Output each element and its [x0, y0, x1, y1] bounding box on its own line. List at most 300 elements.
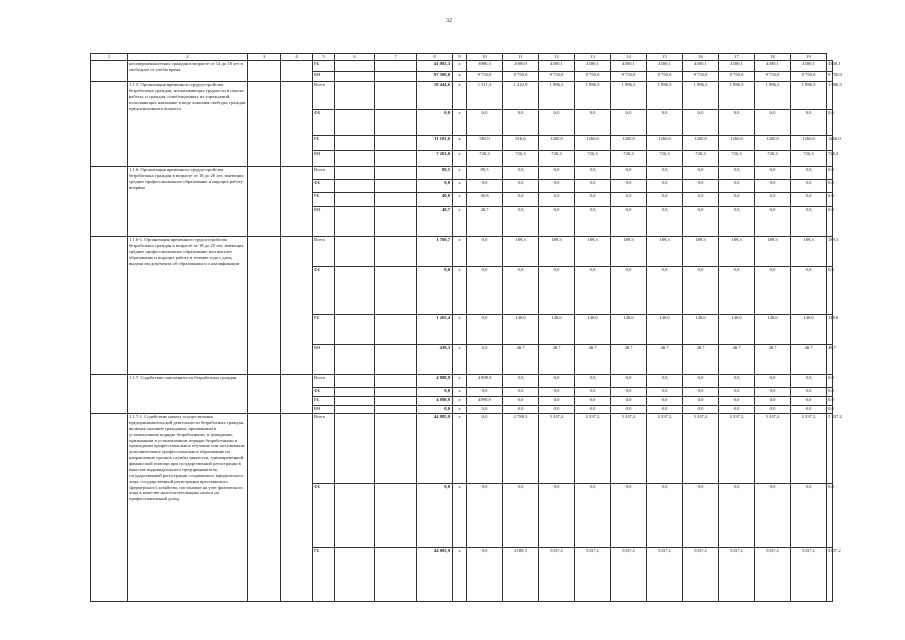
header-cell: 16: [683, 54, 719, 61]
blank-cell: [91, 237, 128, 375]
year-value: 4300,1: [791, 61, 827, 72]
total-value: 1 760,7: [417, 237, 453, 267]
year-value: 516,6: [503, 136, 539, 151]
year-value: 0,0: [791, 388, 827, 397]
funding-source: ВН: [313, 406, 335, 414]
year-value: 726,3: [611, 151, 647, 167]
item-description: 1.1.5. Организация временного трудоустройства безработных граждан, испытывающих трудности в поиске работы, и граждан, освобожденных из учреждений, исполняющих наказание в виде лишения свободы, граждан предпенсионного возраста: [128, 82, 248, 167]
year-value: 0,0: [467, 267, 503, 315]
year-value: 140,6: [647, 315, 683, 345]
blank-cell: [281, 375, 313, 414]
year-value: 0,0: [503, 207, 539, 237]
blank-cell: [248, 167, 281, 237]
blank-cell: [91, 82, 128, 167]
total-value: 0,0: [417, 388, 453, 397]
year-value: 0,0: [647, 388, 683, 397]
year-value: 140,6: [755, 315, 791, 345]
year-value: 9 750,0: [467, 72, 503, 82]
year-value: 0,0: [539, 375, 575, 388]
year-value: 1260,0: [719, 136, 755, 151]
total-value: 4 898,9: [417, 397, 453, 406]
year-value: 0,0: [647, 406, 683, 414]
year-value: 726,3: [575, 151, 611, 167]
year-value: 0,0: [503, 406, 539, 414]
year-value: 5337,2: [827, 548, 833, 602]
year-value: 0,0: [539, 397, 575, 406]
year-value: 5 337,2: [647, 414, 683, 484]
blank-cell: [335, 136, 375, 151]
year-value: 48,7: [647, 345, 683, 375]
mark-cell: x: [453, 406, 467, 414]
funding-source: РБ: [313, 193, 335, 207]
year-value: 4300,1: [827, 61, 833, 72]
year-value: 0,0: [719, 406, 755, 414]
header-cell: 11: [503, 54, 539, 61]
year-value: 0,0: [719, 167, 755, 180]
total-value: 4 898,9: [417, 375, 453, 388]
budget-table: [90, 53, 842, 602]
table-row: [91, 61, 833, 72]
table-row: [91, 237, 833, 267]
blank-cell: [335, 167, 375, 180]
year-value: 0,0: [683, 167, 719, 180]
year-value: 5337,2: [611, 548, 647, 602]
year-value: 5 337,2: [575, 414, 611, 484]
header-row: [91, 54, 833, 61]
page-number: 32: [446, 18, 452, 24]
year-value: 726,3: [791, 151, 827, 167]
blank-cell: [375, 193, 417, 207]
year-value: 0,0: [719, 180, 755, 193]
funding-source: Всего: [313, 414, 335, 484]
mark-cell: x: [453, 180, 467, 193]
blank-cell: [335, 406, 375, 414]
year-value: 5 337,2: [719, 414, 755, 484]
year-value: 0,0: [503, 193, 539, 207]
year-value: 0,0: [611, 180, 647, 193]
year-value: 4300,1: [719, 61, 755, 72]
item-description: 1.1.7. Содействие самозанятости безработных граждан: [128, 375, 248, 414]
year-value: 0,0: [467, 484, 503, 548]
year-value: 0,0: [719, 193, 755, 207]
year-value: 48,7: [467, 207, 503, 237]
blank-cell: [335, 207, 375, 237]
year-value: 140,6: [791, 315, 827, 345]
year-value: 2188,3: [503, 548, 539, 602]
year-value: 9 750,0: [611, 72, 647, 82]
year-value: 189,3: [647, 237, 683, 267]
year-value: 0,0: [719, 375, 755, 388]
funding-source: Всего: [313, 237, 335, 267]
year-value: 0,0: [683, 375, 719, 388]
year-value: 189,3: [719, 237, 755, 267]
year-value: 0,0: [611, 193, 647, 207]
year-value: 5 337,2: [611, 414, 647, 484]
mark-cell: x: [453, 72, 467, 82]
year-value: 1 986,3: [575, 82, 611, 110]
year-value: 0,0: [683, 110, 719, 136]
funding-source: ФБ: [313, 110, 335, 136]
year-value: 5337,2: [719, 548, 755, 602]
year-value: 0,0: [719, 207, 755, 237]
year-value: 0,0: [719, 388, 755, 397]
blank-cell: [335, 72, 375, 82]
year-value: 5 337,2: [683, 414, 719, 484]
year-value: 0,0: [575, 180, 611, 193]
blank-cell: [335, 375, 375, 388]
blank-cell: [248, 82, 281, 167]
year-value: 9 750,0: [503, 72, 539, 82]
year-value: 0,0: [755, 180, 791, 193]
header-cell: 6: [335, 54, 375, 61]
blank-cell: [375, 167, 417, 180]
total-value: 48,7: [417, 207, 453, 237]
funding-source: ВН: [313, 207, 335, 237]
blank-cell: [335, 484, 375, 548]
year-value: 0,0: [539, 207, 575, 237]
year-value: 0,0: [467, 388, 503, 397]
mark-cell: x: [453, 82, 467, 110]
year-value: 2 788,3: [503, 414, 539, 484]
blank-cell: [248, 237, 281, 375]
blank-cell: [375, 414, 417, 484]
year-value: 9 750,0: [647, 72, 683, 82]
year-value: 0,0: [575, 207, 611, 237]
funding-source: ФБ: [313, 484, 335, 548]
year-value: 5337,2: [683, 548, 719, 602]
mark-cell: x: [453, 345, 467, 375]
blank-cell: [248, 61, 281, 82]
year-value: 1 986,3: [755, 82, 791, 110]
year-value: 140,6: [503, 315, 539, 345]
header-cell: 9: [453, 54, 467, 61]
year-value: 3986,3: [467, 61, 503, 72]
total-value: 89,5: [417, 167, 453, 180]
year-value: 4 898,9: [467, 375, 503, 388]
year-value: 4300,1: [539, 61, 575, 72]
year-value: 0,0: [575, 406, 611, 414]
year-value: 4300,1: [683, 61, 719, 72]
year-value: 1260,0: [539, 136, 575, 151]
year-value: 40,8: [467, 193, 503, 207]
funding-source: РБ: [313, 315, 335, 345]
year-value: 0,0: [683, 388, 719, 397]
year-value: 0,0: [647, 207, 683, 237]
year-value: 0,0: [503, 167, 539, 180]
year-value: 1 242,9: [503, 82, 539, 110]
year-value: 726,3: [539, 151, 575, 167]
year-value: 0,0: [539, 267, 575, 315]
blank-cell: [335, 315, 375, 345]
table-row: [91, 167, 833, 180]
blank-cell: [375, 345, 417, 375]
mark-cell: x: [453, 548, 467, 602]
year-value: 189,3: [575, 237, 611, 267]
year-value: 0,0: [755, 375, 791, 388]
year-value: 0,0: [683, 484, 719, 548]
year-value: 0,0: [755, 110, 791, 136]
year-value: 48,7: [719, 345, 755, 375]
year-value: 0,0: [467, 110, 503, 136]
total-value: 0,0: [417, 180, 453, 193]
year-value: 4300,1: [755, 61, 791, 72]
year-value: 189,3: [503, 237, 539, 267]
year-value: 0,0: [827, 484, 833, 548]
year-value: 5337,2: [575, 548, 611, 602]
year-value: 0,0: [755, 388, 791, 397]
year-value: 0,0: [647, 167, 683, 180]
blank-cell: [91, 375, 128, 414]
mark-cell: x: [453, 110, 467, 136]
funding-source: ВН: [313, 151, 335, 167]
year-value: 0,0: [827, 406, 833, 414]
year-value: 0,0: [467, 345, 503, 375]
year-value: 5337,2: [791, 548, 827, 602]
year-value: 0,0: [755, 484, 791, 548]
table-row: [91, 414, 833, 484]
funding-source: ФБ: [313, 388, 335, 397]
year-value: 0,0: [683, 193, 719, 207]
mark-cell: x: [453, 61, 467, 72]
mark-cell: x: [453, 136, 467, 151]
year-value: 0,0: [791, 180, 827, 193]
blank-cell: [281, 237, 313, 375]
year-value: 0,0: [575, 267, 611, 315]
year-value: 0,0: [683, 207, 719, 237]
year-value: 0,0: [683, 397, 719, 406]
header-cell: 13: [575, 54, 611, 61]
year-value: 0,0: [719, 110, 755, 136]
funding-source: РБ: [313, 61, 335, 72]
blank-cell: [335, 414, 375, 484]
year-value: 0,0: [791, 397, 827, 406]
header-cell: 10: [467, 54, 503, 61]
year-value: 0,0: [755, 406, 791, 414]
year-value: 0,0: [503, 180, 539, 193]
year-value: 4898,9: [467, 397, 503, 406]
year-value: 1 986,3: [827, 82, 833, 110]
total-value: 1 265,4: [417, 315, 453, 345]
header-cell: 19: [791, 54, 827, 61]
year-value: 1260,0: [647, 136, 683, 151]
table-row: [91, 375, 833, 388]
year-value: 0,0: [719, 484, 755, 548]
total-value: 11 181,6: [417, 136, 453, 151]
year-value: 48,7: [575, 345, 611, 375]
blank-cell: [91, 61, 128, 82]
blank-cell: [375, 151, 417, 167]
header-cell: 2: [128, 54, 248, 61]
total-value: 438,3: [417, 345, 453, 375]
year-value: 0,0: [647, 110, 683, 136]
year-value: 0,0: [467, 180, 503, 193]
blank-cell: [335, 345, 375, 375]
year-value: 0,0: [503, 110, 539, 136]
year-value: 0,0: [647, 397, 683, 406]
funding-source: РБ: [313, 136, 335, 151]
blank-cell: [375, 548, 417, 602]
year-value: 0,0: [503, 484, 539, 548]
year-value: 1 986,3: [611, 82, 647, 110]
year-value: 9 750,0: [539, 72, 575, 82]
funding-source: Всего: [313, 375, 335, 388]
year-value: 0,0: [575, 193, 611, 207]
mark-cell: x: [453, 315, 467, 345]
year-value: 0,0: [539, 167, 575, 180]
year-value: 1 311,3: [467, 82, 503, 110]
funding-source: Всего: [313, 82, 335, 110]
year-value: 9 750,0: [575, 72, 611, 82]
blank-cell: [375, 61, 417, 72]
year-value: 9 750,0: [755, 72, 791, 82]
blank-cell: [91, 414, 128, 602]
year-value: 0,0: [611, 375, 647, 388]
year-value: 0,0: [827, 267, 833, 315]
year-value: 0,0: [755, 267, 791, 315]
funding-source: ФБ: [313, 180, 335, 193]
funding-source: ВН: [313, 345, 335, 375]
blank-cell: [335, 237, 375, 267]
total-value: 7 263,0: [417, 151, 453, 167]
year-value: 0,0: [647, 267, 683, 315]
year-value: 48,7: [539, 345, 575, 375]
year-value: 2000,0: [503, 61, 539, 72]
year-value: 0,0: [647, 375, 683, 388]
blank-cell: [335, 151, 375, 167]
year-value: 0,0: [683, 406, 719, 414]
year-value: 189,3: [683, 237, 719, 267]
year-value: 0,0: [611, 484, 647, 548]
total-value: 18 444,6: [417, 82, 453, 110]
year-value: 0,0: [503, 267, 539, 315]
blank-cell: [375, 237, 417, 267]
year-value: 1 986,3: [791, 82, 827, 110]
blank-cell: [281, 82, 313, 167]
year-value: 0,0: [611, 406, 647, 414]
mark-cell: x: [453, 167, 467, 180]
year-value: 0,0: [503, 397, 539, 406]
blank-cell: [281, 61, 313, 82]
blank-cell: [375, 315, 417, 345]
blank-cell: [375, 82, 417, 110]
year-value: 140,6: [827, 315, 833, 345]
year-value: 0,0: [503, 375, 539, 388]
year-value: 0,0: [827, 193, 833, 207]
year-value: 1260,0: [827, 136, 833, 151]
year-value: 48,7: [791, 345, 827, 375]
year-value: 0,0: [683, 180, 719, 193]
year-value: 726,3: [827, 151, 833, 167]
year-value: 0,0: [611, 207, 647, 237]
header-cell: 7: [375, 54, 417, 61]
year-value: 726,3: [719, 151, 755, 167]
year-value: 48,7: [503, 345, 539, 375]
year-value: 48,7: [827, 345, 833, 375]
header-cell: 8: [417, 54, 453, 61]
year-value: 0,0: [791, 207, 827, 237]
item-description: 1.1.7-1. Содействие началу осуществления предпринимательской деятельности безработных граждан, включая оказание гражданам, признанным в установленном порядке безработными, и гражданам, признанным в установленном порядке безработными и прошедшим профессиональное обучение или получившим дополнительное профессиональное образование по направлению органов службы занятости, единовременной финансовой помощи при государственной регистрации в качестве индивидуального предпринимателя, государственной регистрации создаваемого юридического лица, государственной регистрации крестьянского (фермерского) хозяйства, постановке на учет физического лица в качестве налогоплательщика налога на профессиональный доход: [128, 414, 248, 602]
year-value: 0,0: [539, 406, 575, 414]
total-value: 40,8: [417, 193, 453, 207]
year-value: 5 337,2: [539, 414, 575, 484]
year-value: 140,6: [611, 315, 647, 345]
year-value: 0,0: [575, 110, 611, 136]
year-value: 0,0: [683, 267, 719, 315]
mark-cell: x: [453, 237, 467, 267]
year-value: 0,0: [467, 548, 503, 602]
mark-cell: x: [453, 267, 467, 315]
blank-cell: [91, 167, 128, 237]
year-value: 1 986,3: [719, 82, 755, 110]
mark-cell: x: [453, 375, 467, 388]
year-value: 0,0: [647, 484, 683, 548]
funding-source: Всего: [313, 167, 335, 180]
item-description: 1.1.6. Организация временного трудоустройства безработных граждан в возрасте от 18 до 20 лет, имеющих среднее профессиональное образование и ищущих работу впервые: [128, 167, 248, 237]
year-value: 0,0: [647, 180, 683, 193]
year-value: 0,0: [791, 484, 827, 548]
blank-cell: [375, 406, 417, 414]
mark-cell: x: [453, 397, 467, 406]
mark-cell: x: [453, 193, 467, 207]
year-value: 1260,0: [755, 136, 791, 151]
header-cell: 15: [647, 54, 683, 61]
year-value: 140,6: [539, 315, 575, 345]
year-value: 5 337,2: [827, 414, 833, 484]
blank-cell: [375, 388, 417, 397]
year-value: 0,0: [503, 388, 539, 397]
year-value: 0,0: [539, 180, 575, 193]
year-value: 0,0: [611, 167, 647, 180]
mark-cell: x: [453, 388, 467, 397]
year-value: 0,0: [467, 414, 503, 484]
blank-cell: [375, 375, 417, 388]
year-value: 9 750,0: [683, 72, 719, 82]
blank-cell: [335, 110, 375, 136]
year-value: 0,0: [791, 167, 827, 180]
year-value: 726,3: [503, 151, 539, 167]
funding-source: РБ: [313, 548, 335, 602]
header-cell: 14: [611, 54, 647, 61]
year-value: 1260,0: [575, 136, 611, 151]
year-value: 9 750,0: [791, 72, 827, 82]
blank-cell: [248, 375, 281, 414]
year-value: 0,0: [575, 484, 611, 548]
year-value: 89,5: [467, 167, 503, 180]
blank-cell: [335, 267, 375, 315]
year-value: 189,3: [611, 237, 647, 267]
year-value: 585,0: [467, 136, 503, 151]
blank-cell: [248, 414, 281, 602]
year-value: 0,0: [719, 397, 755, 406]
year-value: 726,3: [755, 151, 791, 167]
year-value: 0,0: [611, 388, 647, 397]
blank-cell: [335, 388, 375, 397]
year-value: 1 986,3: [539, 82, 575, 110]
funding-source: ФБ: [313, 267, 335, 315]
year-value: 1 986,3: [683, 82, 719, 110]
year-value: 0,0: [755, 207, 791, 237]
blank-cell: [375, 207, 417, 237]
year-value: 5 337,2: [791, 414, 827, 484]
year-value: 0,0: [827, 207, 833, 237]
year-value: 189,3: [539, 237, 575, 267]
year-value: 5337,2: [647, 548, 683, 602]
blank-cell: [375, 180, 417, 193]
total-value: 0,0: [417, 110, 453, 136]
year-value: 0,0: [755, 167, 791, 180]
year-value: 0,0: [827, 180, 833, 193]
total-value: 44 885,9: [417, 548, 453, 602]
